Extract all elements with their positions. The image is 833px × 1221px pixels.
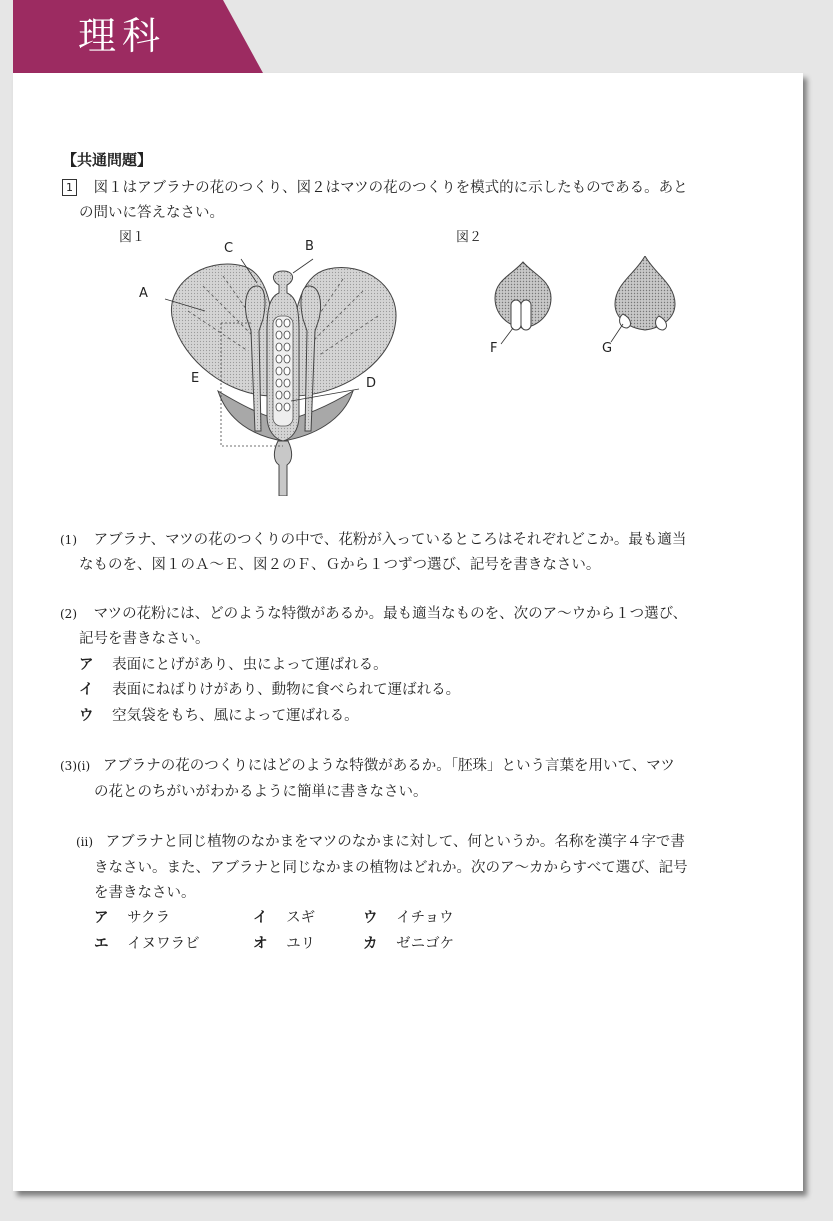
figure2-label-G: G <box>602 341 613 356</box>
q3-i-line2: の花とのちがいがわかるように簡単に書きなさい。 <box>94 784 428 800</box>
q3-ii-option-key: カ <box>363 936 378 952</box>
figure1-label-A: A <box>139 286 148 301</box>
subject-title: 理科 <box>78 14 167 58</box>
question-intro-line1 <box>62 175 688 201</box>
q3-ii-option <box>94 931 200 957</box>
q3-number: (3) <box>60 759 77 773</box>
q2-text: マツの花粉には、どのような特徴があるか。最も適当なものを、次のア～ウから１つ選び、 <box>93 606 688 622</box>
q3-ii-line1 <box>76 829 685 855</box>
q2-line1 <box>60 601 687 627</box>
q2-option <box>79 652 388 678</box>
figure1-label-B: B <box>305 239 314 254</box>
q2-option-text: 表面にねばりけがあり、動物に食べられて運ばれる。 <box>112 682 461 698</box>
q3-ii-number: (ⅱ) <box>76 835 94 849</box>
q3-ii-option-text: サクラ <box>127 910 171 926</box>
figure1-label: 図１ <box>119 230 146 245</box>
q2-option-text: 表面にとげがあり、虫によって運ばれる。 <box>112 657 388 673</box>
q3-i-number: (ⅰ) <box>77 759 91 773</box>
q3-ii-text: アブラナと同じ植物のなかまをマツのなかまに対して、何というか。名称を漢字４字で書 <box>105 834 685 850</box>
q3-ii-option-text: ユリ <box>286 936 316 952</box>
question-intro-line2: の問いに答えなさい。 <box>79 205 224 221</box>
female-scale <box>611 256 675 342</box>
figure1-label-D: D <box>366 376 377 391</box>
q2-option <box>79 677 460 703</box>
q3-ii-option-text: ゼニゴケ <box>396 936 455 952</box>
q3-ii-option <box>363 905 454 931</box>
q2-option-text: 空気袋をもち、風によって運ばれる。 <box>112 708 359 724</box>
figure1-label-C: C <box>224 241 234 256</box>
q3-ii-option-key: オ <box>253 936 268 952</box>
q2-line2: 記号を書きなさい。 <box>79 631 210 647</box>
q3-ii-line3: を書きなさい。 <box>94 885 196 901</box>
figure2-pine-diagram <box>483 256 683 356</box>
q1-number: (1) <box>60 533 77 547</box>
q2-option-key: ウ <box>79 708 94 724</box>
q3-ii-option-text: イチョウ <box>396 910 454 926</box>
q2-option <box>79 703 359 729</box>
question-text: 図１はアブラナの花のつくり、図２はマツの花のつくりを模式的に示したものである。あと <box>93 180 688 196</box>
q3-i-line1 <box>60 753 675 779</box>
q3-ii-option-text: スギ <box>286 910 316 926</box>
q3-ii-option-key: イ <box>253 910 268 926</box>
male-scale <box>495 262 551 344</box>
q3-ii-option-key: ウ <box>363 910 378 926</box>
figure2-label: 図２ <box>456 230 483 245</box>
figure1-label-E: E <box>191 371 200 386</box>
q1-line2: なものを、図１のＡ～Ｅ、図２のＦ、Ｇから１つずつ選び、記号を書きなさい。 <box>79 557 601 573</box>
q2-option-key: ア <box>79 657 94 673</box>
section-heading: 【共通問題】 <box>62 151 153 169</box>
q3-ii-option-key: エ <box>94 936 109 952</box>
q3-ii-option-key: ア <box>94 910 109 926</box>
q3-i-text: アブラナの花のつくりにはどのような特徴があるか。「胚珠」という言葉を用いて、マツ <box>102 758 675 774</box>
q1-text: アブラナ、マツの花のつくりの中で、花粉が入っているところはそれぞれどこか。最も適当 <box>93 532 687 548</box>
q3-ii-option <box>94 905 170 931</box>
q1-line1 <box>60 527 686 553</box>
q3-ii-line2: きなさい。また、アブラナと同じなかまの植物はどれか。次のア～カからすべて選び、記号 <box>94 860 688 876</box>
q2-option-key: イ <box>79 682 94 698</box>
exam-page <box>13 73 803 1191</box>
q3-ii-option <box>363 931 454 957</box>
q3-ii-option <box>253 931 315 957</box>
question-number-box: 1 <box>62 179 77 196</box>
figure2-label-F: F <box>490 341 498 356</box>
q3-ii-option <box>253 905 315 931</box>
q3-ii-option-text: イヌワラビ <box>127 936 200 952</box>
q2-number: (2) <box>60 607 77 621</box>
stem <box>274 441 291 496</box>
figure1-flower-diagram <box>133 241 423 496</box>
